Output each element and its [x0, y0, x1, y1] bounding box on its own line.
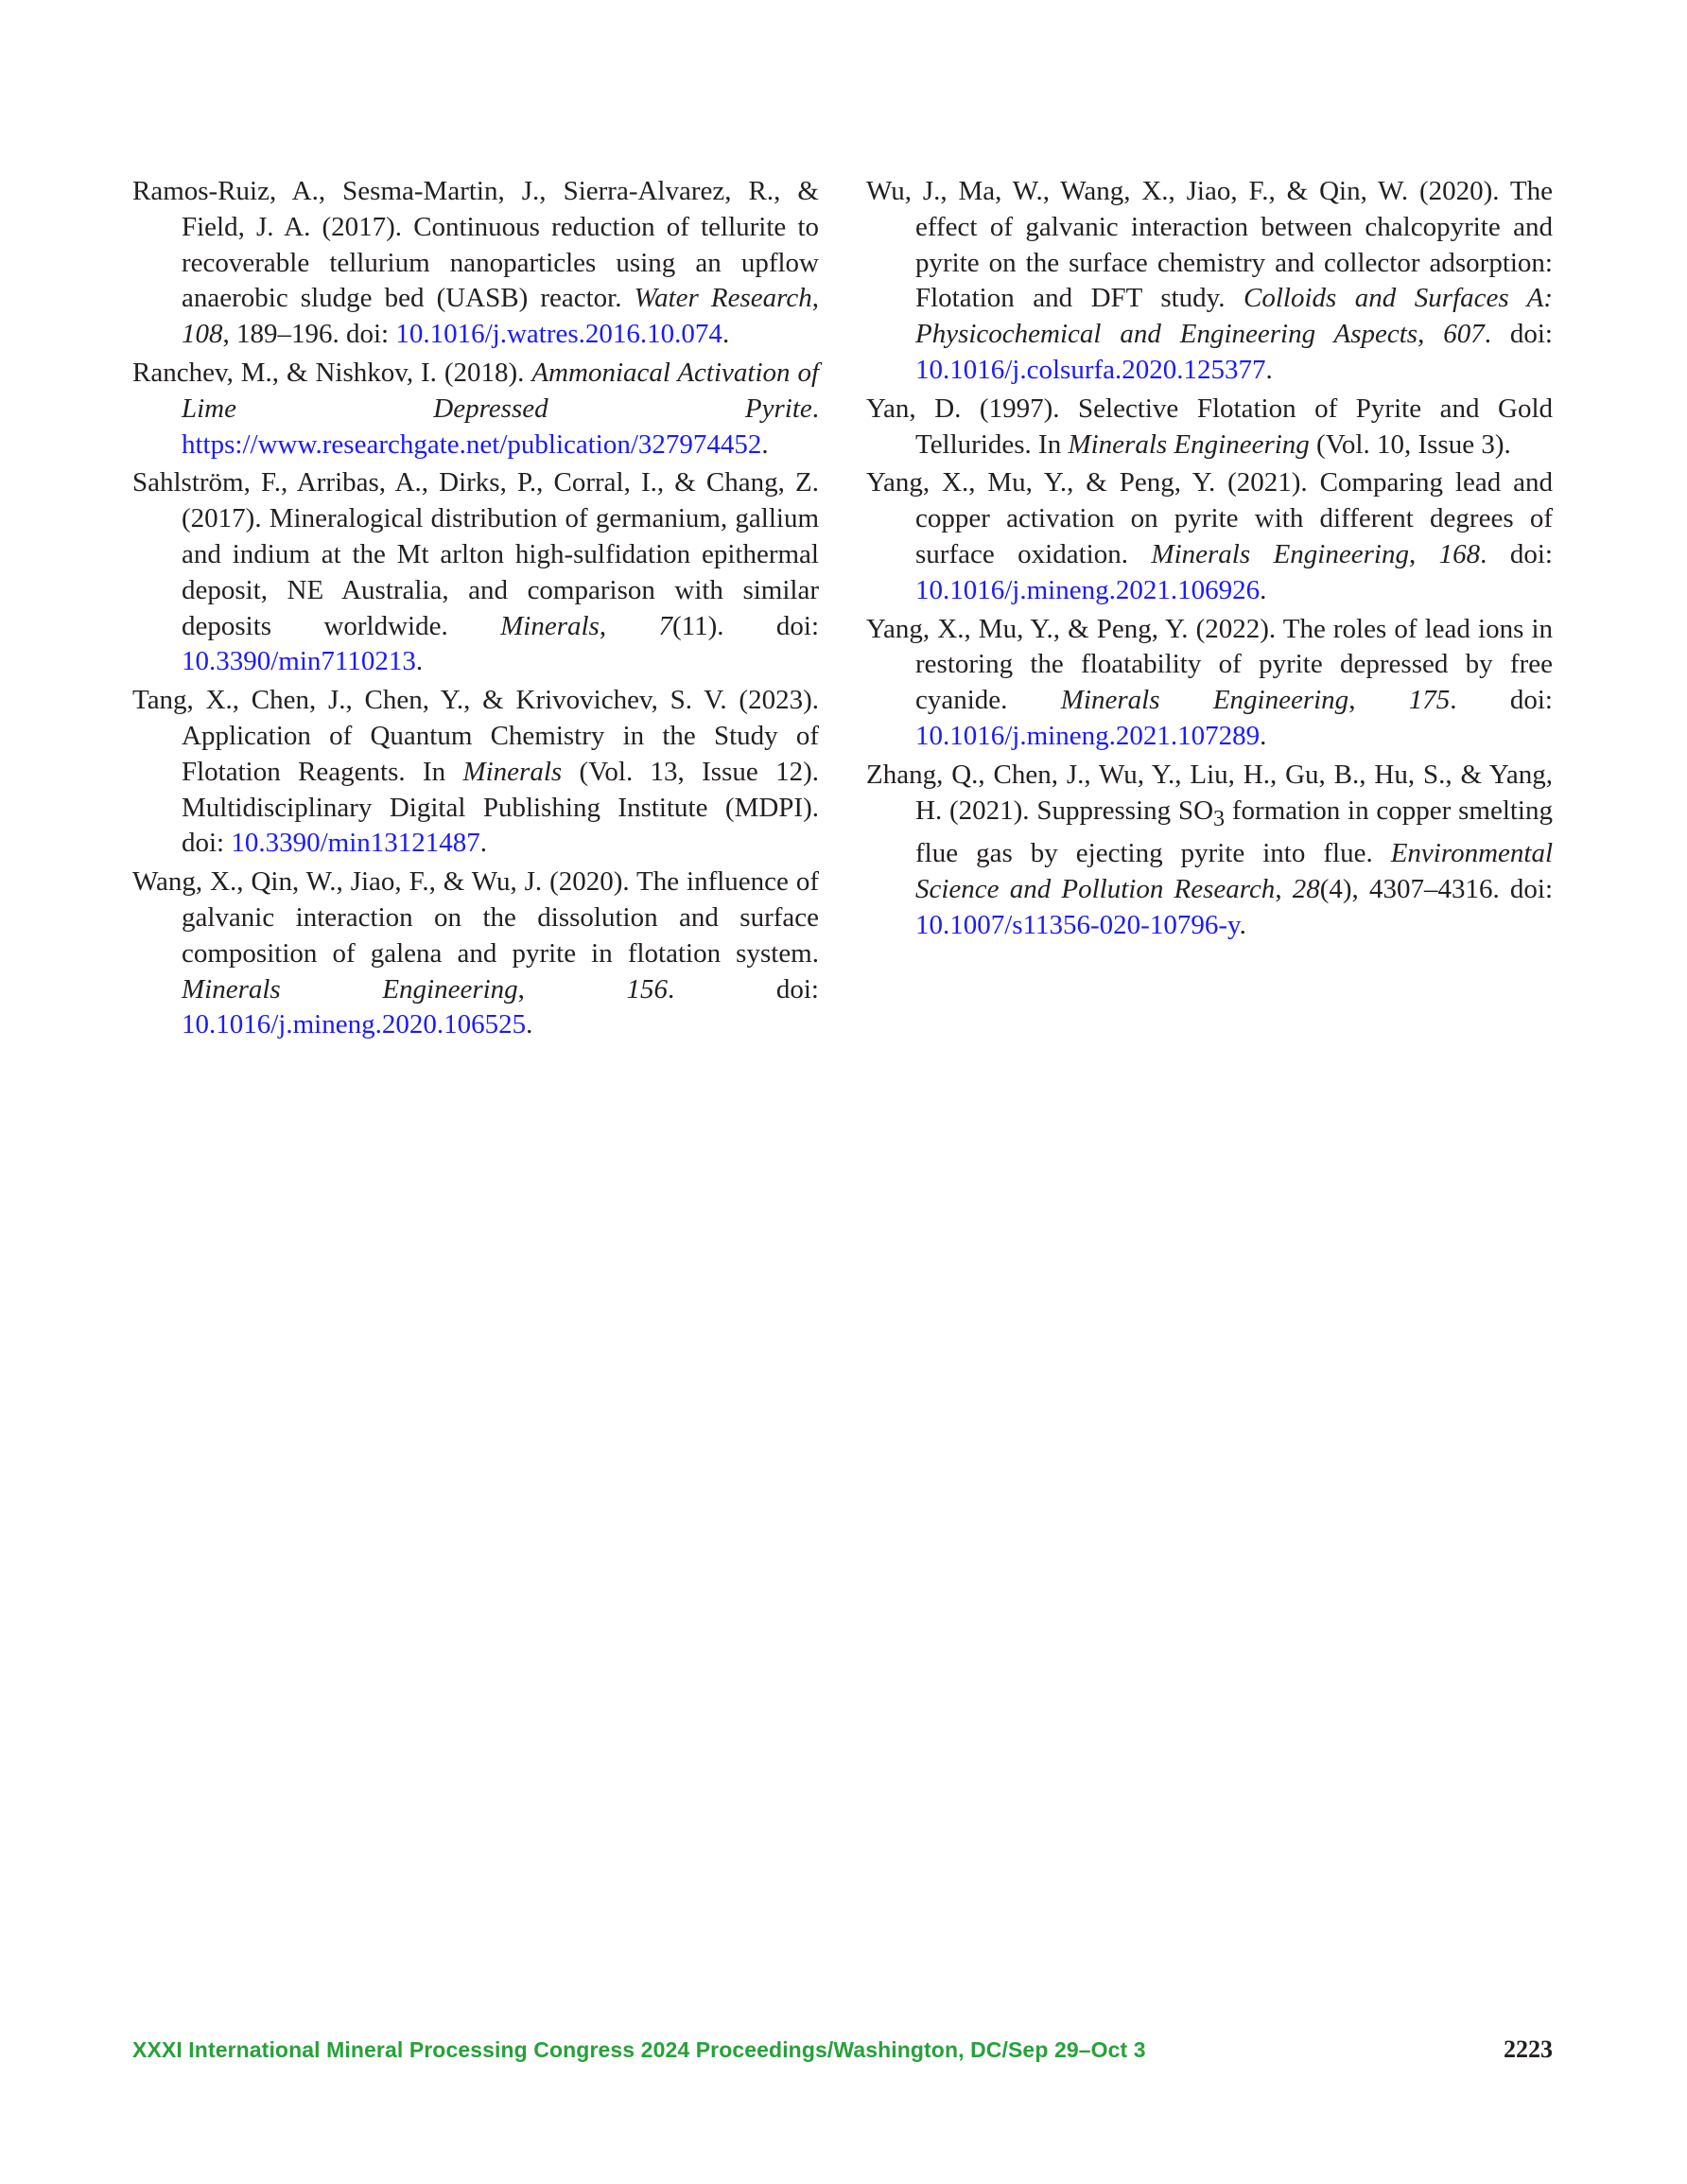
doi-link[interactable]: 10.1016/j.watres.2016.10.074	[395, 319, 722, 350]
journal-name: Colloids and Surfaces A: Physicochemical and Engineering Aspects	[915, 283, 1553, 350]
journal-name: Minerals Engineering	[182, 973, 518, 1005]
journal-name: Minerals Engineering	[1068, 428, 1310, 460]
doi-link[interactable]: 10.1007/s11356-020-10796-y	[915, 909, 1240, 940]
subscript: 3	[1213, 805, 1226, 831]
reference-entry: Yang, X., Mu, Y., & Peng, Y. (2021). Comparing lead and copper activation on pyrite with different degrees of surface oxidation. Minerals Engineering, 168. doi: 10.1016/j.mineng.2021.106926.	[866, 467, 1553, 605]
reference-entry: Yang, X., Mu, Y., & Peng, Y. (2022). The roles of lead ions in restoring the floatability of pyrite depressed by free cyanide. Minerals Engineering, 175. doi: 10.1016/j.mineng.2021.107289.	[866, 613, 1553, 751]
volume-number: 607	[1443, 319, 1485, 350]
journal-name: Minerals Engineering	[1060, 685, 1349, 716]
reference-entry: Ramos-Ruiz, A., Sesma-Martin, J., Sierra-Alvarez, R., & Field, J. A. (2017). Continuous reduction of tellurite to recoverable tellurium nanoparticles using an upflow anaerobic sludge bed (UASB) reactor. Water Research, 108, 189–196. doi: 10.1016/j.watres.2016.10.074.	[132, 176, 819, 350]
journal-name: Minerals	[462, 756, 563, 787]
doi-link[interactable]: 10.1016/j.mineng.2021.106926	[915, 574, 1261, 605]
volume-number: 28	[1292, 873, 1320, 904]
reference-entry: Zhang, Q., Chen, J., Wu, Y., Liu, H., Gu, B., Hu, S., & Yang, H. (2021). Suppressing $SO_3$ formation in copper smelting flue gas by ejecting pyrite into flue. Environmental Science and Pollution Research, 28(4), 4307–4316. doi: 10.1007/s11356-020-10796-y.	[866, 759, 1553, 940]
doi-link[interactable]: 10.1016/j.colsurfa.2020.125377	[915, 354, 1266, 385]
reference-entry: Yan, D. (1997). Selective Flotation of Pyrite and Gold Tellurides. In Minerals Engineering (Vol. 10, Issue 3).	[866, 393, 1553, 460]
reference-entry: Sahlström, F., Arribas, A., Dirks, P., Corral, I., & Chang, Z. (2017). Mineralogical distribution of germanium, gallium and indium at the Mt arlton high-sulfidation epithermal deposit, NE Australia, and comparison with similar deposits worldwide. Minerals, 7(11). doi: 10.3390/min7110213.	[132, 467, 819, 677]
journal-name: Water Research	[634, 283, 812, 314]
reference-entry: Ranchev, M., & Nishkov, I. (2018). Ammoniacal Activation of Lime Depressed Pyrite. https://www.researchgate.net/publication/327974452.	[132, 357, 819, 460]
url-link[interactable]: https://www.researchgate.net/publication/327974452	[182, 428, 762, 460]
footer-conference-text: XXXI International Mineral Processing Congress 2024 Proceedings/Washington, DC/Sep 29–Oct 3	[132, 2037, 1146, 2062]
references-left-column	[132, 174, 819, 1046]
volume-number: 175	[1408, 685, 1451, 716]
doi-link[interactable]: 10.1016/j.mineng.2020.106525	[182, 1009, 527, 1040]
volume-number: 168	[1438, 538, 1481, 569]
page-number: 2223	[1504, 2035, 1553, 2063]
references-right-column	[866, 174, 1553, 947]
doi-link[interactable]: 10.1016/j.mineng.2021.107289	[915, 720, 1261, 751]
doi-link[interactable]: 10.3390/min13121487	[231, 828, 480, 859]
journal-name: Minerals	[500, 610, 600, 641]
reference-entry: Tang, X., Chen, J., Chen, Y., & Krivovichev, S. V. (2023). Application of Quantum Chemistry in the Study of Flotation Reagents. In Minerals (Vol. 13, Issue 12). Multidisciplinary Digital Publishing Institute (MDPI). doi: 10.3390/min13121487.	[132, 685, 819, 859]
doi-link[interactable]: 10.3390/min7110213	[182, 646, 416, 677]
reference-entry: Wu, J., Ma, W., Wang, X., Jiao, F., & Qin, W. (2020). The effect of galvanic interaction between chalcopyrite and pyrite on the surface chemistry and collector adsorption: Flotation and DFT study. Colloids and Surfaces A: Physicochemical and Engineering Aspects, 607. doi: 10.1016/j.colsurfa.2020.125377.	[866, 176, 1553, 385]
title-italic: Ammoniacal Activation of Lime Depressed Pyrite	[182, 357, 819, 424]
journal-name: Environmental Science and Pollution Research	[915, 838, 1553, 904]
reference-entry: Wang, X., Qin, W., Jiao, F., & Wu, J. (2020). The influence of galvanic interaction on the dissolution and surface composition of galena and pyrite in flotation system. Minerals Engineering, 156. doi: 10.1016/j.mineng.2020.106525.	[132, 866, 819, 1040]
journal-name: Minerals Engineering	[1151, 538, 1409, 569]
page-footer	[132, 2037, 1553, 2075]
volume-number: 156	[626, 973, 669, 1005]
volume-number: 108	[182, 319, 223, 350]
volume-number: 7	[658, 610, 672, 641]
